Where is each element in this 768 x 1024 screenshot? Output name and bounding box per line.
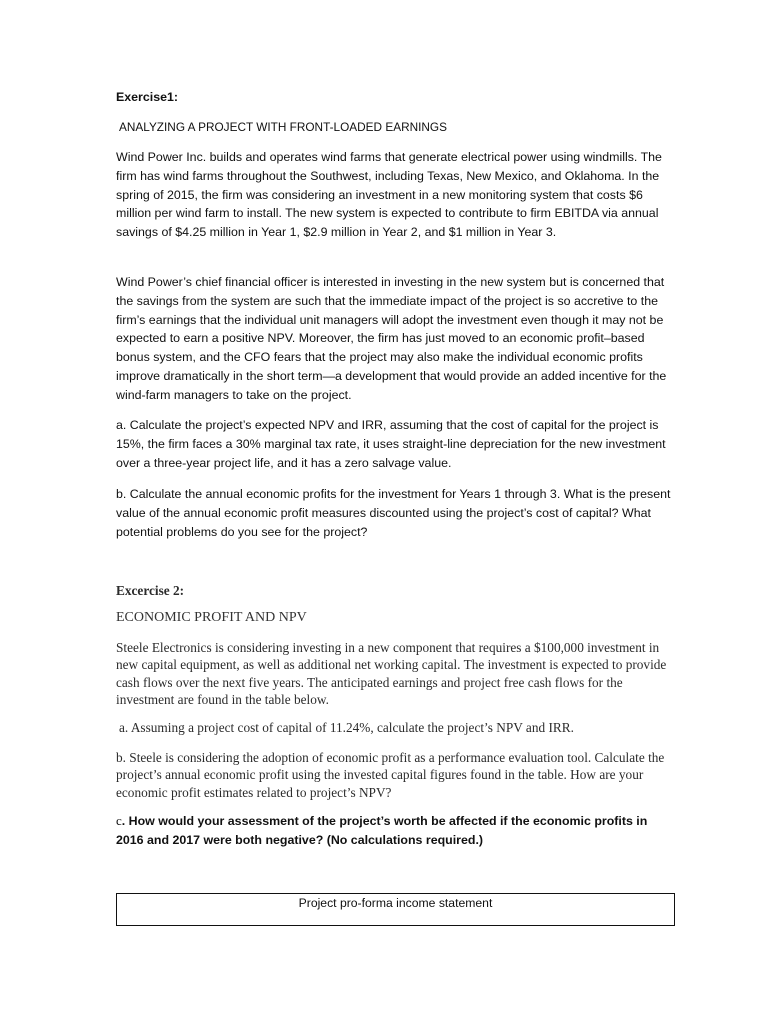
exercise1-question-b: b. Calculate the annual economic profits for the investment for Years 1 through 3. What is the present value of the annual economic profit measures discounted using the project’s cost of capital? What potential problems do you see for the project? — [116, 487, 671, 539]
exercise2-title: ECONOMIC PROFIT AND NPV — [116, 610, 307, 625]
exercise2-question-c-text: . How would your assessment of the project’s worth be affected if the economic profits in 2016 and 2017 were both negative? (No calculations required.) — [116, 814, 648, 847]
exercise2-paragraph-1: Steele Electronics is considering investing in a new component that requires a $100,000 investment in new capital equipment, as well as additional net working capital. The investment is expected to provide cash flows over the next five years. The anticipated earnings and project free cash flows for the investment are found in the table below. — [116, 640, 667, 708]
document-page — [116, 0, 676, 1024]
exercise1-heading: Exercise1: — [116, 90, 179, 104]
exercise2-heading: Excercise 2: — [116, 583, 185, 598]
exercise2-question-a: a. Assuming a project cost of capital of 11.24%, calculate the project’s NPV and IRR. — [119, 720, 574, 735]
income-statement-table — [116, 893, 675, 926]
exercise2-question-c-prefix: c — [116, 813, 122, 828]
exercise1-question-a: a. Calculate the project’s expected NPV and IRR, assuming that the cost of capital for the project is 15%, the firm faces a 30% marginal tax rate, it uses straight-line depreciation for the new investment over a three-year project life, and it has a zero salvage value. — [116, 418, 666, 470]
exercise1-paragraph-2: Wind Power’s chief financial officer is interested in investing in the new system but is concerned that the savings from the system are such that the immediate impact of the project is so accretive to the firm’s earnings that the individual unit managers will adopt the investment even though it may not be expected to earn a positive NPV. Moreover, the firm has just moved to an economic profit–based bonus system, and the CFO fears that the project may also make the individual economic profits improve dramatically in the short term—a development that would provide an added incentive for the wind-farm managers to take on the project. — [116, 275, 667, 402]
exercise2-question-c — [116, 812, 676, 850]
exercise1-paragraph-1: Wind Power Inc. builds and operates wind farms that generate electrical power using windmills. The firm has wind farms throughout the Southwest, including Texas, New Mexico, and Oklahoma. In the spring of 2015, the firm was considering an investment in a new monitoring system that costs $6 million per wind farm to install. The new system is expected to contribute to firm EBITDA via annual savings of $4.25 million in Year 1, $2.9 million in Year 2, and $1 million in Year 3. — [116, 150, 662, 240]
exercise2-question-b: b. Steele is considering the adoption of economic profit as a performance evaluation tool. Calculate the project’s annual economic profit using the invested capital figures found in the table. How are your economic profit estimates related to project’s NPV? — [116, 750, 665, 800]
exercise1-title: ANALYZING A PROJECT WITH FRONT-LOADED EARNINGS — [119, 120, 447, 134]
table-title: Project pro-forma income statement — [298, 896, 493, 910]
